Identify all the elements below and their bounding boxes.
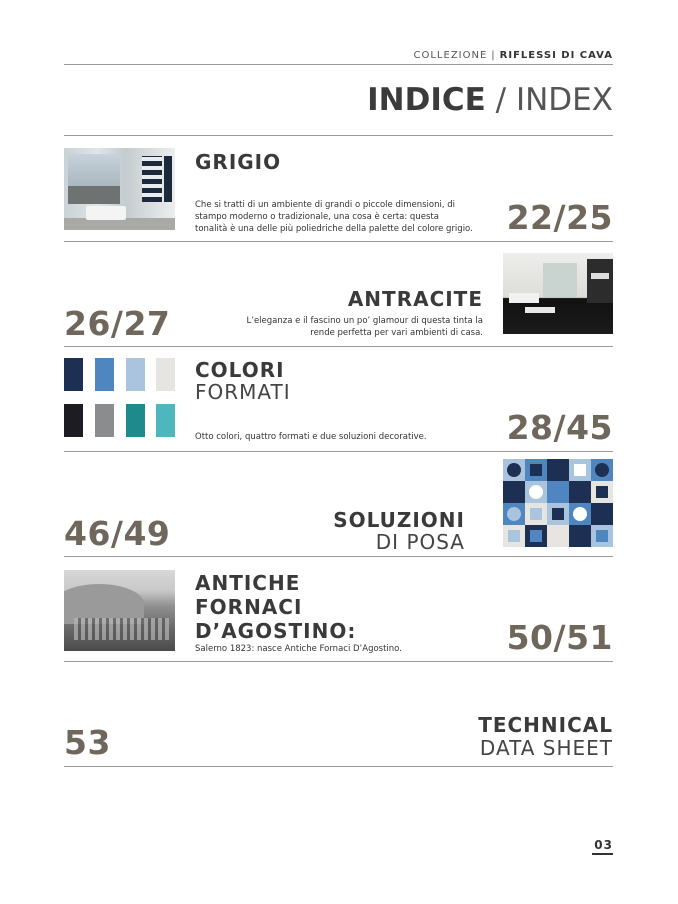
section-desc-grigio: [195, 199, 495, 235]
title-line: D’AGOSTINO:: [195, 619, 357, 643]
section-title-technical: TECHNICAL: [478, 713, 613, 737]
page-title: [367, 82, 613, 118]
section-title-colori: COLORI: [195, 358, 285, 382]
section-subtitle-data-sheet: DATA SHEET: [479, 736, 613, 760]
section-subtitle-formati: FORMATI: [195, 380, 291, 404]
swatch: [64, 404, 83, 437]
divider: [64, 241, 613, 242]
historic-photo: [64, 570, 175, 651]
header-separator: |: [491, 50, 496, 61]
section-subtitle-di-posa: DI POSA: [375, 530, 465, 554]
divider: [64, 135, 613, 136]
grigio-bathroom-photo: [64, 148, 175, 230]
collection-name: RIFLESSI DI CAVA: [499, 50, 613, 61]
page-range-antracite[interactable]: 26/27: [64, 304, 171, 343]
page-range-colori[interactable]: 28/45: [506, 408, 613, 447]
desc-line: rende perfetta per vari ambienti di casa.: [310, 328, 483, 338]
title-line: ANTICHE: [195, 571, 301, 595]
desc-line: tonalità è una delle più poliedriche della palette del colore grigio.: [195, 224, 473, 234]
color-swatches: [64, 358, 179, 440]
desc-line: stampo moderno o tradizionale, una cosa è certa: questa: [195, 212, 439, 222]
title-separator: /: [495, 82, 507, 118]
divider: [64, 346, 613, 347]
divider: [64, 766, 613, 767]
swatch: [156, 404, 175, 437]
title-index: INDEX: [515, 82, 613, 118]
antracite-livingroom-photo: [503, 253, 613, 334]
page-range-technical[interactable]: 53: [64, 723, 111, 762]
swatch: [156, 358, 175, 391]
section-title-antracite: ANTRACITE: [347, 287, 483, 311]
desc-line: Che si tratti di un ambiente di grandi o piccole dimensioni, di: [195, 200, 456, 210]
divider: [64, 64, 613, 65]
swatch: [95, 358, 114, 391]
page-number-underline: [592, 853, 613, 855]
swatch: [95, 404, 114, 437]
section-desc-antracite: [203, 315, 483, 339]
divider: [64, 451, 613, 452]
section-desc-colori: Otto colori, quattro formati e due soluzioni decorative.: [195, 432, 427, 442]
desc-line: L’eleganza e il fascino un po’ glamour di questa tinta la: [246, 316, 483, 326]
section-title-soluzioni: SOLUZIONI: [333, 508, 465, 532]
divider: [64, 661, 613, 662]
swatch: [126, 358, 145, 391]
collection-label: COLLEZIONE: [413, 50, 488, 61]
title-indice: INDICE: [367, 82, 486, 118]
laying-pattern-tiles: [503, 459, 613, 547]
collection-header: [414, 50, 614, 61]
page-number: 03: [594, 838, 613, 852]
page-range-soluzioni[interactable]: 46/49: [64, 514, 171, 553]
section-title-antiche: [195, 571, 356, 643]
swatch: [126, 404, 145, 437]
swatch: [64, 358, 83, 391]
page-range-grigio[interactable]: 22/25: [506, 198, 613, 237]
section-title-grigio: GRIGIO: [195, 150, 282, 174]
section-desc-antiche: Salerno 1823: nasce Antiche Fornaci D’Agostino.: [195, 644, 402, 654]
title-line: FORNACI: [195, 595, 303, 619]
divider: [64, 556, 613, 557]
page-range-antiche[interactable]: 50/51: [506, 618, 613, 657]
